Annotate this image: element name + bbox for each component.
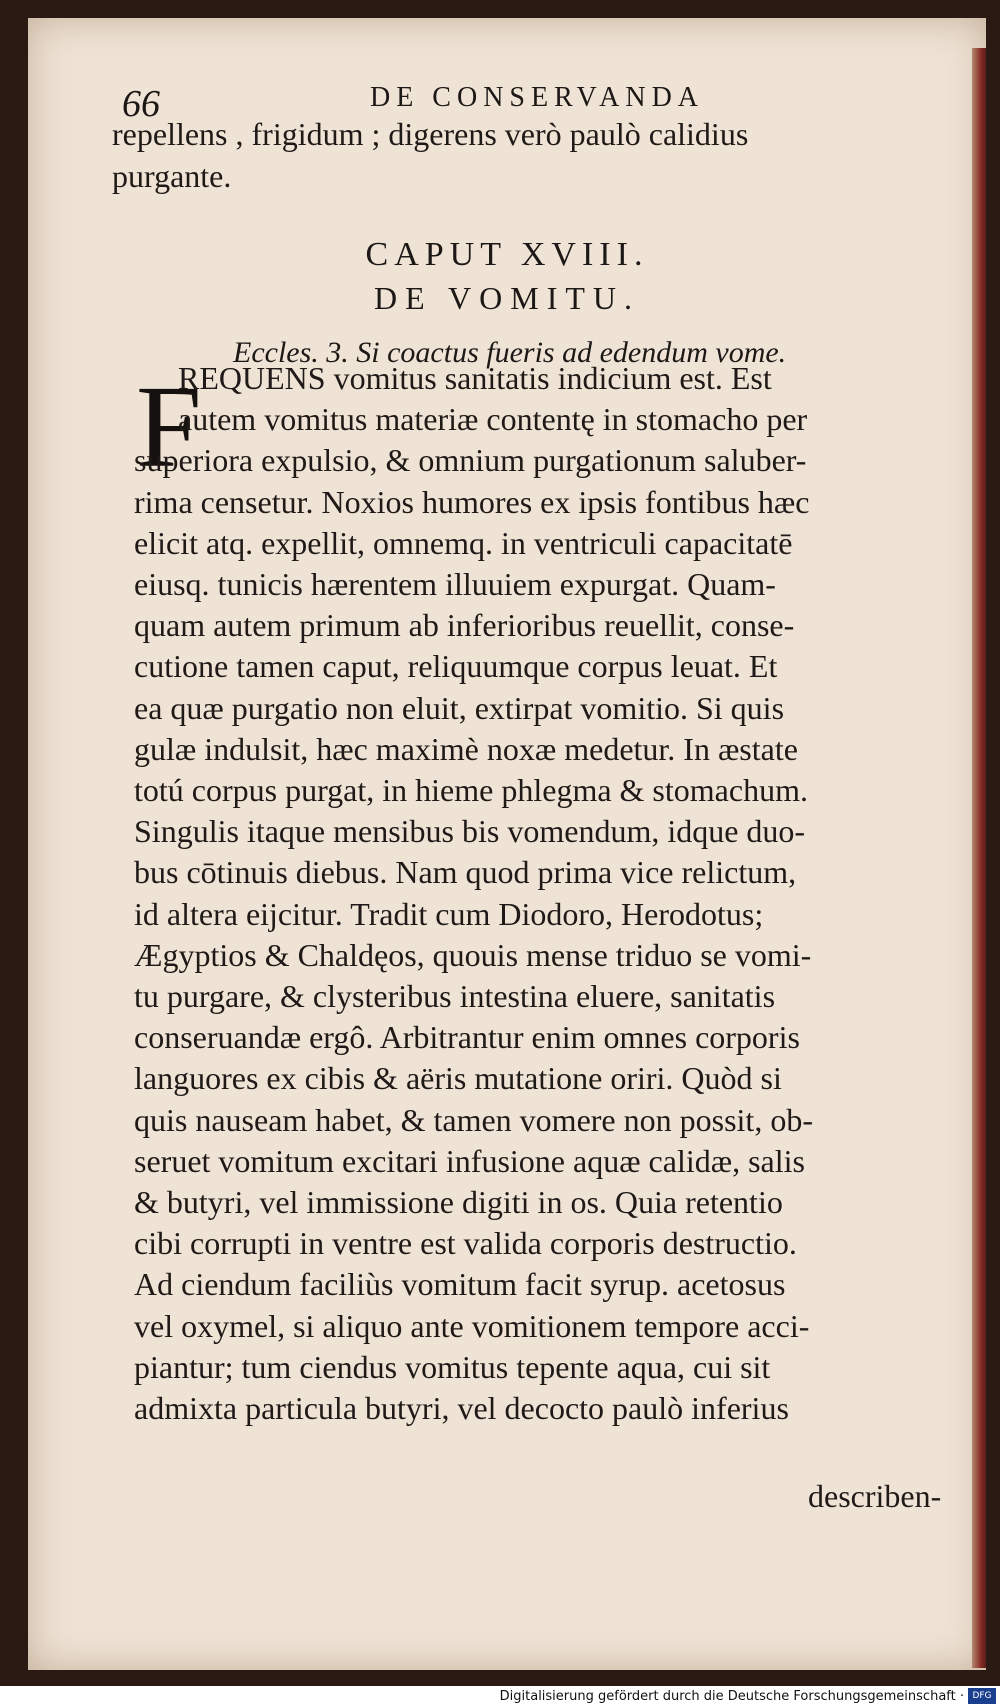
text-line: ea quæ purgatio non eluit, extirpat vomitio. Si quis	[134, 689, 785, 726]
text-line: rima censetur. Noxios humores ex ipsis fontibus hæc	[134, 483, 810, 520]
text-line: Singulis itaque mensibus bis vomendum, idque duo-	[134, 813, 806, 850]
epigraph: Eccles. 3. Si coactus fueris ad edendum vome.	[233, 336, 787, 369]
chapter-title: CAPUT XVIII.	[365, 236, 649, 273]
digitization-note: Digitalisierung gefördert durch die Deutsche Forschungsgemeinschaft ·	[499, 1689, 964, 1704]
text-line: conseruandæ ergô. Arbitrantur enim omnes corporis	[134, 1019, 800, 1056]
text-line: gulæ indulsit, hæc maximè noxæ medetur. In æstate	[134, 730, 798, 767]
text-line: autem vomitus materiæ contentę in stomacho per	[178, 401, 808, 438]
text-line: tu purgare, & clysteribus intestina eluere, sanitatis	[134, 978, 776, 1014]
text-line: eiusq. tunicis hærentem illuuiem expurgat. Quam-	[134, 566, 776, 602]
text-line: repellens , frigidum ; digerens verò paulò calidius	[112, 116, 749, 152]
text-line: languores ex cibis & aëris mutatione oriri. Quòd si	[134, 1060, 782, 1097]
text-line: superiora expulsio, & omnium purgationum saluber-	[134, 442, 807, 479]
text-line: piantur; tum ciendus vomitus tepente aqua, cui sit	[134, 1348, 771, 1385]
text-line: elicit atq. expellit, omnemq. in ventriculi capacitatē	[134, 524, 793, 561]
text-line: bus cōtinuis diebus. Nam quod prima vice relictum,	[134, 854, 797, 891]
text-line: REQUENS vomitus sanitatis indicium est. Est	[178, 360, 772, 396]
text-line: quis nauseam habet, & tamen vomere non possit, ob-	[134, 1101, 813, 1138]
drop-cap: F	[136, 361, 202, 492]
text-line: seruet vomitum excitari infusione aquæ calidæ, salis	[134, 1142, 805, 1179]
book-page	[28, 18, 986, 1670]
text-line: totú corpus purgat, in hieme phlegma & stomachum.	[134, 772, 808, 808]
text-line: Ad ciendum faciliùs vomitum facit syrup. acetosus	[134, 1266, 786, 1303]
dfg-logo: DFG	[968, 1688, 996, 1704]
text-line: & butyri, vel immissione digiti in os. Quia retentio	[134, 1184, 783, 1220]
text-line: admixta particula butyri, vel decocto paulò inferius	[134, 1390, 789, 1426]
text-line: id altera eijcitur. Tradit cum Diodoro, Herodotus;	[134, 895, 764, 932]
text-line: Ægyptios & Chaldęos, quouis mense triduo se vomi-	[134, 936, 812, 973]
text-line: purgante.	[112, 158, 232, 194]
text-line: cutione tamen caput, reliquumque corpus leuat. Et	[134, 648, 778, 685]
text-line: quam autem primum ab inferioribus reuellit, conse-	[134, 607, 795, 644]
chapter-subtitle: DE VOMITU.	[373, 280, 641, 316]
catchword: describen-	[808, 1478, 942, 1514]
page-number: 66	[122, 83, 160, 125]
running-head: DE CONSERVANDA	[369, 82, 705, 113]
text-line: cibi corrupti in ventre est valida corporis destructio.	[134, 1225, 797, 1262]
text-line: vel oxymel, si aliquo ante vomitionem tempore acci-	[134, 1307, 810, 1344]
